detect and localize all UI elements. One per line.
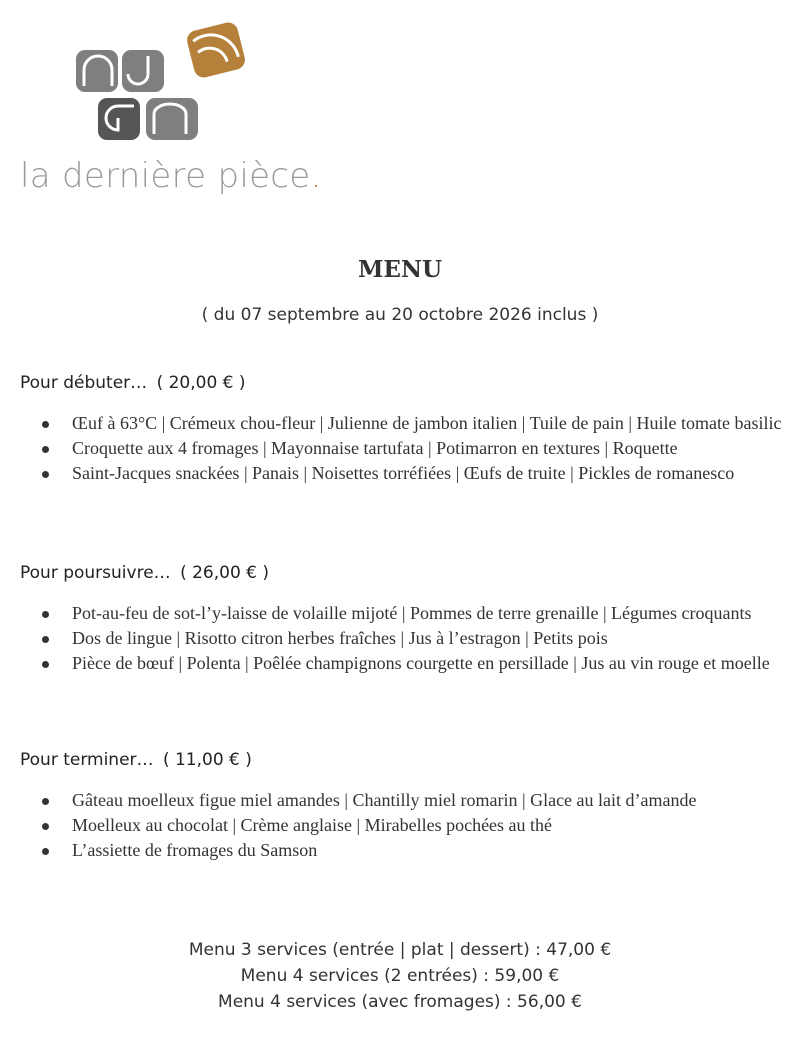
bullet-icon: [42, 798, 49, 805]
section-title: Pour débuter…: [20, 373, 148, 393]
dish-text: Moelleux au chocolat | Crème anglaise | Mirabelles pochées au thé: [72, 815, 553, 835]
logo-wordmark-text: la dernière pièce: [20, 156, 311, 196]
section-price: ( 20,00 € ): [156, 373, 246, 393]
formula-line: Menu 3 services (entrée | plat | dessert) : 47,00 €: [188, 940, 612, 960]
logo-wordmark-dot: .: [310, 156, 322, 196]
bullet-icon: [42, 446, 49, 453]
dish-text: Gâteau moelleux figue miel amandes | Chantilly miel romarin | Glace au lait d’amande: [72, 790, 697, 810]
bullet-icon: [42, 611, 49, 618]
list-item: [20, 461, 790, 486]
dish-text: Pot-au-feu de sot-l’y-laisse de volaille mijoté | Pommes de terre grenaille | Légumes croquants: [72, 603, 752, 623]
bullet-icon: [42, 823, 49, 830]
section-starters: [20, 373, 790, 486]
bullet-icon: [42, 421, 49, 428]
bullet-icon: [42, 471, 49, 478]
section-title: Pour poursuivre…: [20, 563, 171, 583]
menu-formulas: [0, 937, 800, 1015]
section-mains: [20, 563, 790, 676]
list-item: [20, 411, 790, 436]
list-item: [20, 838, 790, 863]
dish-list: [20, 788, 790, 863]
dish-list: [20, 411, 790, 486]
menu-title: MENU: [357, 256, 443, 283]
list-item: [20, 601, 790, 626]
list-item: [20, 436, 790, 461]
section-desserts: [20, 750, 790, 863]
bullet-icon: [42, 636, 49, 643]
logo-wordmark: [20, 156, 322, 196]
dish-text: Pièce de bœuf | Polenta | Poêlée champignons courgette en persillade | Jus au vin rouge et moelle: [72, 653, 770, 673]
list-item: [20, 813, 790, 838]
section-title: Pour terminer…: [20, 750, 154, 770]
logo-tile-2: [122, 50, 164, 92]
menu-period: ( du 07 septembre au 20 octobre 2026 inclus ): [201, 305, 599, 325]
formula-line: Menu 4 services (avec fromages) : 56,00 €: [218, 992, 582, 1012]
dish-text: Dos de lingue | Risotto citron herbes fraîches | Jus à l’estragon | Petits pois: [72, 628, 608, 648]
list-item: [20, 626, 790, 651]
dish-list: [20, 601, 790, 676]
dish-text: Œuf à 63°C | Crémeux chou-fleur | Julienne de jambon italien | Tuile de pain | Huile tomate basilic: [72, 413, 782, 433]
dish-text: Croquette aux 4 fromages | Mayonnaise tartufata | Potimarron en textures | Roquette: [72, 438, 678, 458]
section-heading: [20, 373, 790, 393]
bullet-icon: [42, 661, 49, 668]
formula-line: Menu 4 services (2 entrées) : 59,00 €: [240, 966, 560, 986]
list-item: [20, 788, 790, 813]
section-price: ( 11,00 € ): [162, 750, 252, 770]
dish-text: Saint-Jacques snackées | Panais | Noisettes torréfiées | Œufs de truite | Pickles de romanesco: [72, 463, 735, 483]
section-price: ( 26,00 € ): [180, 563, 270, 583]
section-heading: [20, 750, 790, 770]
bullet-icon: [42, 848, 49, 855]
list-item: [20, 651, 790, 676]
dish-text: L’assiette de fromages du Samson: [72, 840, 318, 860]
section-heading: [20, 563, 790, 583]
